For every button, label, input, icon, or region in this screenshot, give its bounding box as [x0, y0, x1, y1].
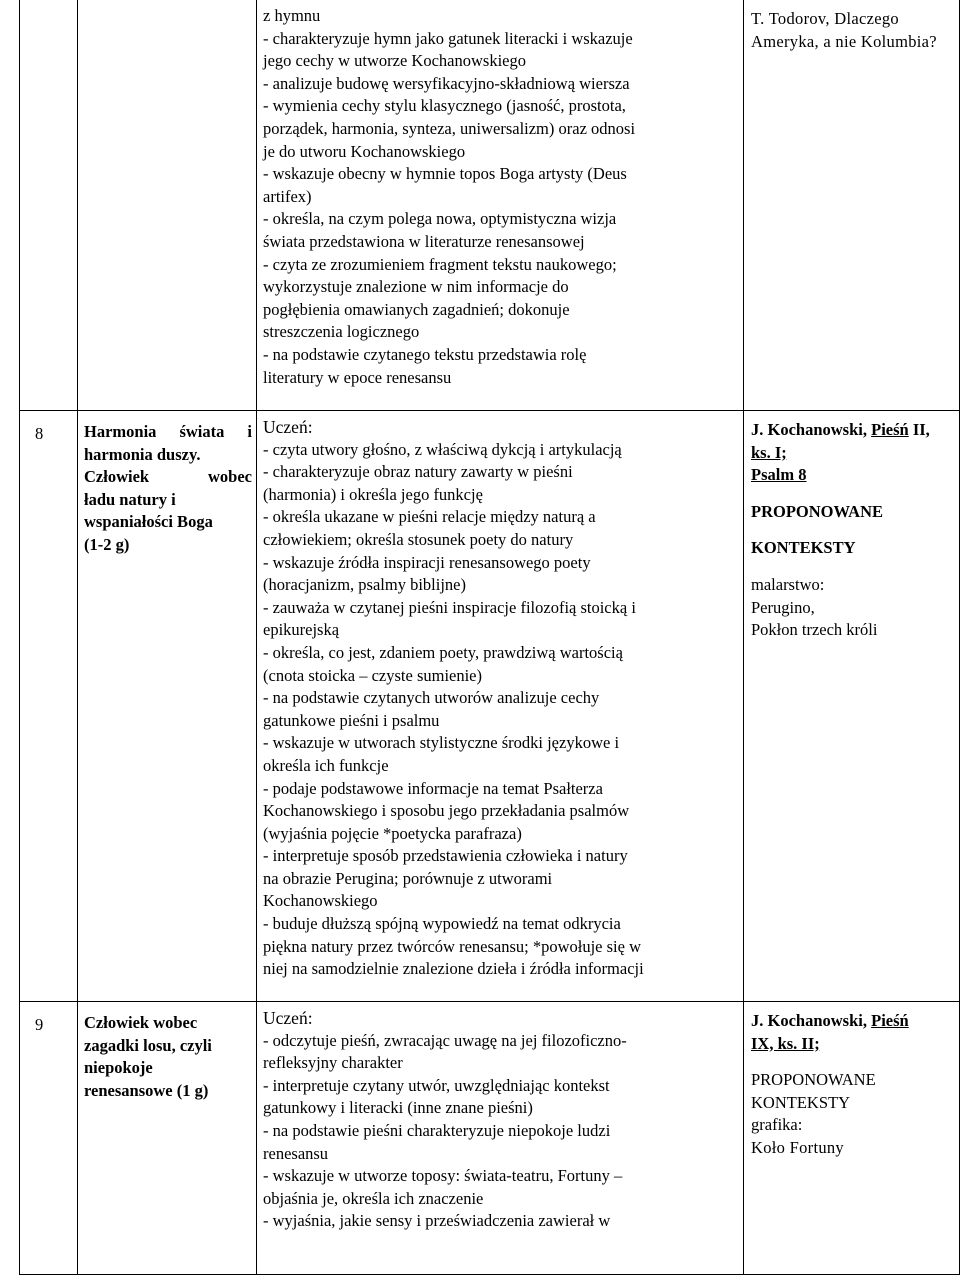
outcome-line: Kochanowskiego: [263, 891, 378, 911]
outcome-line: - wskazuje w utworze toposy: świata-teatru, Fortuny –: [263, 1166, 623, 1186]
lesson-number-cell: 8: [20, 411, 78, 1002]
lesson-topic-cell: [78, 411, 257, 1002]
art-title: Koło Fortuny: [751, 1137, 844, 1157]
outcome-line: na obrazie Perugina; porównuje z utworami: [263, 868, 553, 888]
outcome-line: (wyjaśnia pojęcie *poetycka parafraza): [263, 823, 522, 843]
topic-line: niepokoje: [84, 1058, 153, 1078]
table-row: [20, 1002, 960, 1275]
work-title: Pieśń: [871, 1011, 909, 1030]
outcome-line: - interpretuje czytany utwór, uwzględniając kontekst: [263, 1075, 610, 1095]
outcome-line: człowiekiem; określa stosunek poety do natury: [263, 529, 574, 549]
outcome-line: (horacjanizm, psalmy biblijne): [263, 575, 466, 595]
outcome-line: - określa, co jest, zdaniem poety, prawdziwą wartością: [263, 642, 623, 662]
outcome-line: je do utworu Kochanowskiego: [263, 141, 466, 161]
contexts-label: KONTEKSTY: [751, 1092, 850, 1112]
outcome-line: streszczenia logicznego: [263, 322, 420, 342]
topic-line: renesansowe (1 g): [84, 1080, 209, 1100]
outcome-line: (cnota stoicka – czyste sumienie): [263, 665, 483, 685]
outcome-line: z hymnu: [263, 6, 321, 25]
outcome-line: wykorzystuje znalezione w nim informacje do: [263, 277, 569, 297]
proposed-label: PROPONOWANE: [751, 1070, 876, 1090]
topic-line: wspaniałości Boga: [84, 512, 213, 532]
outcome-line: - zauważa w czytanej pieśni inspiracje filozofią stoicką i: [263, 597, 636, 617]
spacer: [751, 560, 955, 574]
book-number: ks. I;: [751, 442, 787, 462]
outcome-line: - wymienia cechy stylu klasycznego (jasność, prostota,: [263, 96, 626, 116]
spacer: [751, 487, 955, 501]
outcome-line: - wyjaśnia, jakie sensy i przeświadczenia zawierał w: [263, 1211, 611, 1231]
outcome-line: - odczytuje pieśń, zwracając uwagę na jej filozoficzno-: [263, 1030, 627, 1050]
outcome-line: - wskazuje w utworach stylistyczne środki językowe i: [263, 733, 620, 753]
topic-line: ładu natury i: [84, 489, 176, 509]
outcome-line: gatunkowy i literacki (inne znane pieśni): [263, 1098, 533, 1118]
lesson-number-cell: [20, 0, 78, 411]
reference-text: T. Todorov, Dlaczego: [751, 9, 899, 28]
topic-line: Człowiek wobec: [84, 1013, 198, 1032]
outcome-line: porządek, harmonia, synteza, uniwersalizm) oraz odnosi: [263, 118, 636, 138]
learning-outcomes-cell: [257, 1002, 744, 1275]
reference-text: Ameryka, a nie Kolumbia?: [751, 31, 937, 51]
outcome-line: epikurejską: [263, 620, 340, 640]
outcome-line: - określa ukazane w pieśni relacje między naturą a: [263, 507, 596, 527]
table-row: [20, 411, 960, 1002]
outcome-line: Kochanowskiego i sposobu jego przekładania psalmów: [263, 801, 630, 821]
work-number: IX, ks. II;: [751, 1033, 820, 1053]
outcome-line: określa ich funkcje: [263, 755, 389, 775]
reading-title: [751, 1010, 955, 1033]
outcome-line: literatury w epoce renesansu: [263, 367, 452, 387]
topic-line: (1-2 g): [84, 534, 130, 554]
outcome-line: - czyta ze zrozumieniem fragment tekstu naukowego;: [263, 254, 617, 274]
art-type-label: malarstwo:: [751, 574, 825, 594]
outcomes-heading: Uczeń:: [263, 417, 313, 437]
psalm-title: Psalm 8: [751, 465, 807, 485]
lesson-topic-cell: [78, 1002, 257, 1275]
outcome-line: - wskazuje obecny w hymnie topos Boga artysty (Deus: [263, 164, 627, 184]
outcome-line: - charakteryzuje obraz natury zawarty w pieśni: [263, 462, 573, 482]
spacer: [751, 1055, 955, 1069]
outcome-line: świata przedstawiona w literaturze renesansowej: [263, 231, 585, 251]
texts-contexts-cell: [744, 0, 960, 411]
outcome-line: renesansu: [263, 1143, 329, 1163]
learning-outcomes-cell: [257, 0, 744, 411]
outcome-line: gatunkowe pieśni i psalmu: [263, 710, 440, 730]
outcome-line: - na podstawie czytanego tekstu przedstawia rolę: [263, 344, 587, 364]
texts-contexts-cell: [744, 1002, 960, 1275]
outcome-line: - charakteryzuje hymn jako gatunek literacki i wskazuje: [263, 28, 633, 48]
outcome-line: - podaje podstawowe informacje na temat Psałterza: [263, 778, 603, 798]
author-name: J. Kochanowski,: [751, 1011, 872, 1030]
outcome-line: - buduje dłuższą spójną wypowiedź na temat odkrycia: [263, 914, 621, 934]
outcomes-heading: Uczeń:: [263, 1008, 313, 1028]
outcome-line: - czyta utwory głośno, z właściwą dykcją i artykulacją: [263, 439, 622, 459]
outcome-line: - na podstawie pieśni charakteryzuje niepokoje ludzi: [263, 1120, 611, 1140]
proposed-label: PROPONOWANE: [751, 501, 883, 521]
outcome-line: jego cechy w utworze Kochanowskiego: [263, 51, 526, 71]
learning-outcomes-cell: [257, 411, 744, 1002]
outcome-line: - interpretuje sposób przedstawienia człowieka i natury: [263, 846, 628, 866]
topic-line: Harmonia świata i: [84, 422, 252, 441]
painting-title: Pokłon trzech króli: [751, 620, 878, 640]
outcome-line: piękna natury przez twórców renesansu; *powołuje się w: [263, 936, 642, 956]
outcome-line: refleksyjny charakter: [263, 1053, 403, 1073]
author-name: J. Kochanowski,: [751, 420, 872, 439]
outcome-line: artifex): [263, 186, 312, 206]
contexts-label: KONTEKSTY: [751, 538, 856, 558]
topic-line: zagadki losu, czyli: [84, 1035, 212, 1055]
outcome-line: - wskazuje źródła inspiracji renesansowego poety: [263, 552, 591, 572]
outcome-line: niej na samodzielnie znalezione dzieła i źródła informacji: [263, 959, 644, 979]
artist-name: Perugino,: [751, 597, 815, 617]
outcome-line: objaśnia je, określa ich znaczenie: [263, 1188, 484, 1208]
table-row: [20, 0, 960, 411]
outcome-line: (harmonia) i określa jego funkcję: [263, 484, 483, 504]
work-title: Pieśń: [871, 420, 909, 439]
topic-line: harmonia duszy.: [84, 444, 201, 464]
lesson-number-cell: 9: [20, 1002, 78, 1275]
lesson-plan-table: [19, 0, 960, 1275]
outcome-line: - określa, na czym polega nowa, optymistyczna wizja: [263, 209, 617, 229]
outcome-line: - analizuje budowę wersyfikacyjno-składniową wiersza: [263, 73, 630, 93]
outcome-line: - na podstawie czytanych utworów analizuje cechy: [263, 688, 600, 708]
lesson-topic-cell: [78, 0, 257, 411]
topic-line: Człowiek wobec: [84, 467, 252, 487]
outcome-line: pogłębienia omawianych zagadnień; dokonuje: [263, 299, 570, 319]
spacer: [751, 523, 955, 537]
art-type-label: grafika:: [751, 1115, 803, 1135]
texts-contexts-cell: [744, 411, 960, 1002]
work-number: II,: [912, 420, 930, 439]
reading-title: [751, 419, 955, 442]
